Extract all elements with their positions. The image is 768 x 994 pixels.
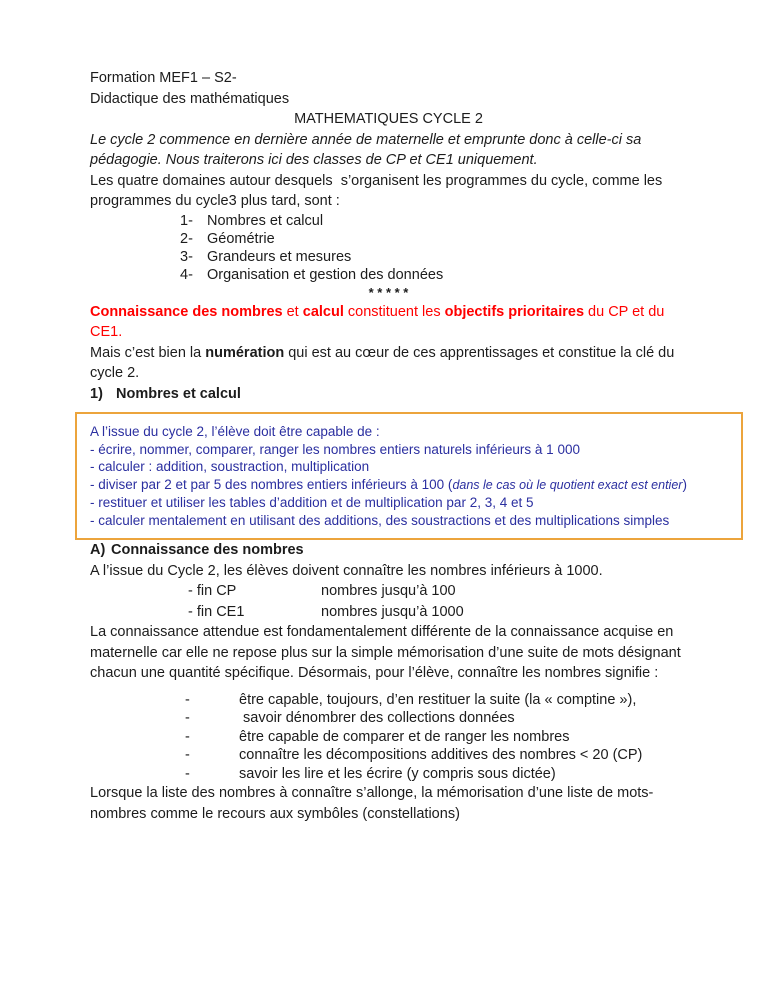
course-header-line1: Formation MEF1 – S2- bbox=[90, 70, 237, 86]
list-item-number: 2- bbox=[180, 230, 193, 247]
list-item-label: Nombres et calcul bbox=[207, 212, 324, 229]
priority-plain-3: du CP et du CE1. bbox=[90, 303, 669, 340]
dash-bullet: - bbox=[185, 710, 190, 726]
milestone-stage: - fin CE1 bbox=[188, 603, 245, 620]
knowledge-paragraph: La connaissance attendue est fondamentalement différente de la connaissance acquise en maternelle car elle ne repose plus sur la simple mémorisation d’une suite de mots désignant chacun une quantité spécifique. Désormais, pour l’élève, connaître les nombres signifie : bbox=[90, 624, 685, 681]
section-a-intro: A l’issue du Cycle 2, les élèves doivent connaître les nombres inférieurs à 1000. bbox=[90, 562, 603, 579]
intro-italic-paragraph: Le cycle 2 commence en dernière année de maternelle et emprunte donc à celle-ci sa pédagogie. Nous traiterons ici des classes de CP et CE1 uniquement. bbox=[90, 131, 646, 168]
skill-text: être capable, toujours, d’en restituer la suite (la « comptine »), bbox=[239, 691, 637, 708]
domains-intro-paragraph: Les quatre domaines autour desquels s’organisent les programmes du cycle, comme les programmes du cycle3 plus tard, sont : bbox=[90, 172, 667, 209]
list-item-number: 4- bbox=[180, 266, 193, 283]
milestones bbox=[90, 581, 687, 622]
skill-text: savoir dénombrer des collections données bbox=[239, 710, 515, 726]
list-item bbox=[180, 248, 687, 266]
list-item bbox=[185, 765, 687, 784]
page-title: MATHEMATIQUES CYCLE 2 bbox=[294, 111, 483, 127]
priority-statement bbox=[90, 302, 687, 343]
list-item-label: Grandeurs et mesures bbox=[207, 248, 352, 265]
box-objective-italic-note: dans le cas où le quotient exact est entier bbox=[452, 477, 683, 492]
dash-bullet: - bbox=[185, 747, 190, 763]
milestone-row bbox=[188, 581, 687, 602]
numeration-pre: Mais c’est bien la bbox=[90, 344, 206, 361]
domains-list bbox=[90, 212, 687, 284]
objectives-box bbox=[75, 412, 743, 540]
list-item bbox=[180, 212, 687, 230]
list-item bbox=[185, 746, 687, 765]
dash-bullet: - bbox=[185, 728, 190, 745]
milestone-stage: - fin CP bbox=[188, 583, 237, 599]
list-item-number: 3- bbox=[180, 248, 193, 265]
section-1-title: Nombres et calcul bbox=[116, 385, 241, 402]
priority-bold-3: objectifs prioritaires bbox=[444, 303, 585, 320]
skill-text: connaître les décompositions additives des nombres < 20 (CP) bbox=[239, 747, 643, 763]
box-objective-line: - restituer et utiliser les tables d’addition et de multiplication par 2, 3, 4 et 5 bbox=[90, 495, 534, 510]
dash-bullet: - bbox=[185, 765, 190, 782]
dash-bullet: - bbox=[185, 691, 190, 708]
skills-list bbox=[90, 691, 687, 784]
section-a-title: Connaissance des nombres bbox=[111, 542, 304, 558]
list-item-label: Organisation et gestion des données bbox=[207, 266, 444, 283]
box-objective-post: ) bbox=[682, 476, 687, 492]
numeration-post: qui est au cœur de ces apprentissages et constitue la clé du cycle 2. bbox=[90, 344, 679, 381]
box-intro-line: A l’issue du cycle 2, l’élève doit être capable de : bbox=[90, 424, 380, 439]
skill-text: être capable de comparer et de ranger les nombres bbox=[239, 728, 570, 745]
list-item bbox=[185, 709, 687, 728]
closing-paragraph: Lorsque la liste des nombres à connaître s’allonge, la mémorisation d’une liste de mots-nombres comme le recours aux symbôles (constellations) bbox=[90, 785, 654, 822]
list-item bbox=[185, 728, 687, 747]
list-item bbox=[185, 691, 687, 710]
milestone-row bbox=[188, 602, 687, 623]
list-item bbox=[180, 266, 687, 284]
priority-bold-2: calcul bbox=[302, 303, 344, 320]
section-1-number: 1) bbox=[90, 385, 103, 402]
list-item-label: Géométrie bbox=[207, 230, 275, 247]
list-item bbox=[180, 230, 687, 248]
numeration-paragraph bbox=[90, 343, 687, 384]
priority-plain-1: et bbox=[282, 303, 303, 320]
skill-text: savoir les lire et les écrire (y compris sous dictée) bbox=[239, 765, 556, 782]
priority-plain-2: constituent les bbox=[343, 303, 445, 320]
section-1-heading bbox=[90, 384, 687, 405]
priority-bold-1: Connaissance des nombres bbox=[90, 303, 283, 320]
list-item-number: 1- bbox=[180, 212, 193, 229]
asterisk-separator: * * * * * bbox=[368, 284, 409, 300]
box-objective-line: - écrire, nommer, comparer, ranger les nombres entiers naturels inférieurs à 1 000 bbox=[90, 441, 580, 457]
course-header-line2: Didactique des mathématiques bbox=[90, 90, 290, 107]
box-objective-line: - calculer mentalement en utilisant des additions, des soustractions et des multiplications simples bbox=[90, 512, 670, 528]
box-objective-line: - calculer : addition, soustraction, multiplication bbox=[90, 459, 370, 474]
numeration-bold: numération bbox=[205, 344, 285, 361]
milestone-value: nombres jusqu’à 1000 bbox=[321, 603, 464, 620]
section-a-heading bbox=[90, 540, 687, 561]
section-a-letter: A) bbox=[90, 542, 106, 558]
milestone-value: nombres jusqu’à 100 bbox=[321, 583, 456, 599]
box-objective-pre: - diviser par 2 et par 5 des nombres entiers inférieurs à 100 ( bbox=[90, 476, 453, 492]
box-objective-line bbox=[90, 476, 731, 495]
